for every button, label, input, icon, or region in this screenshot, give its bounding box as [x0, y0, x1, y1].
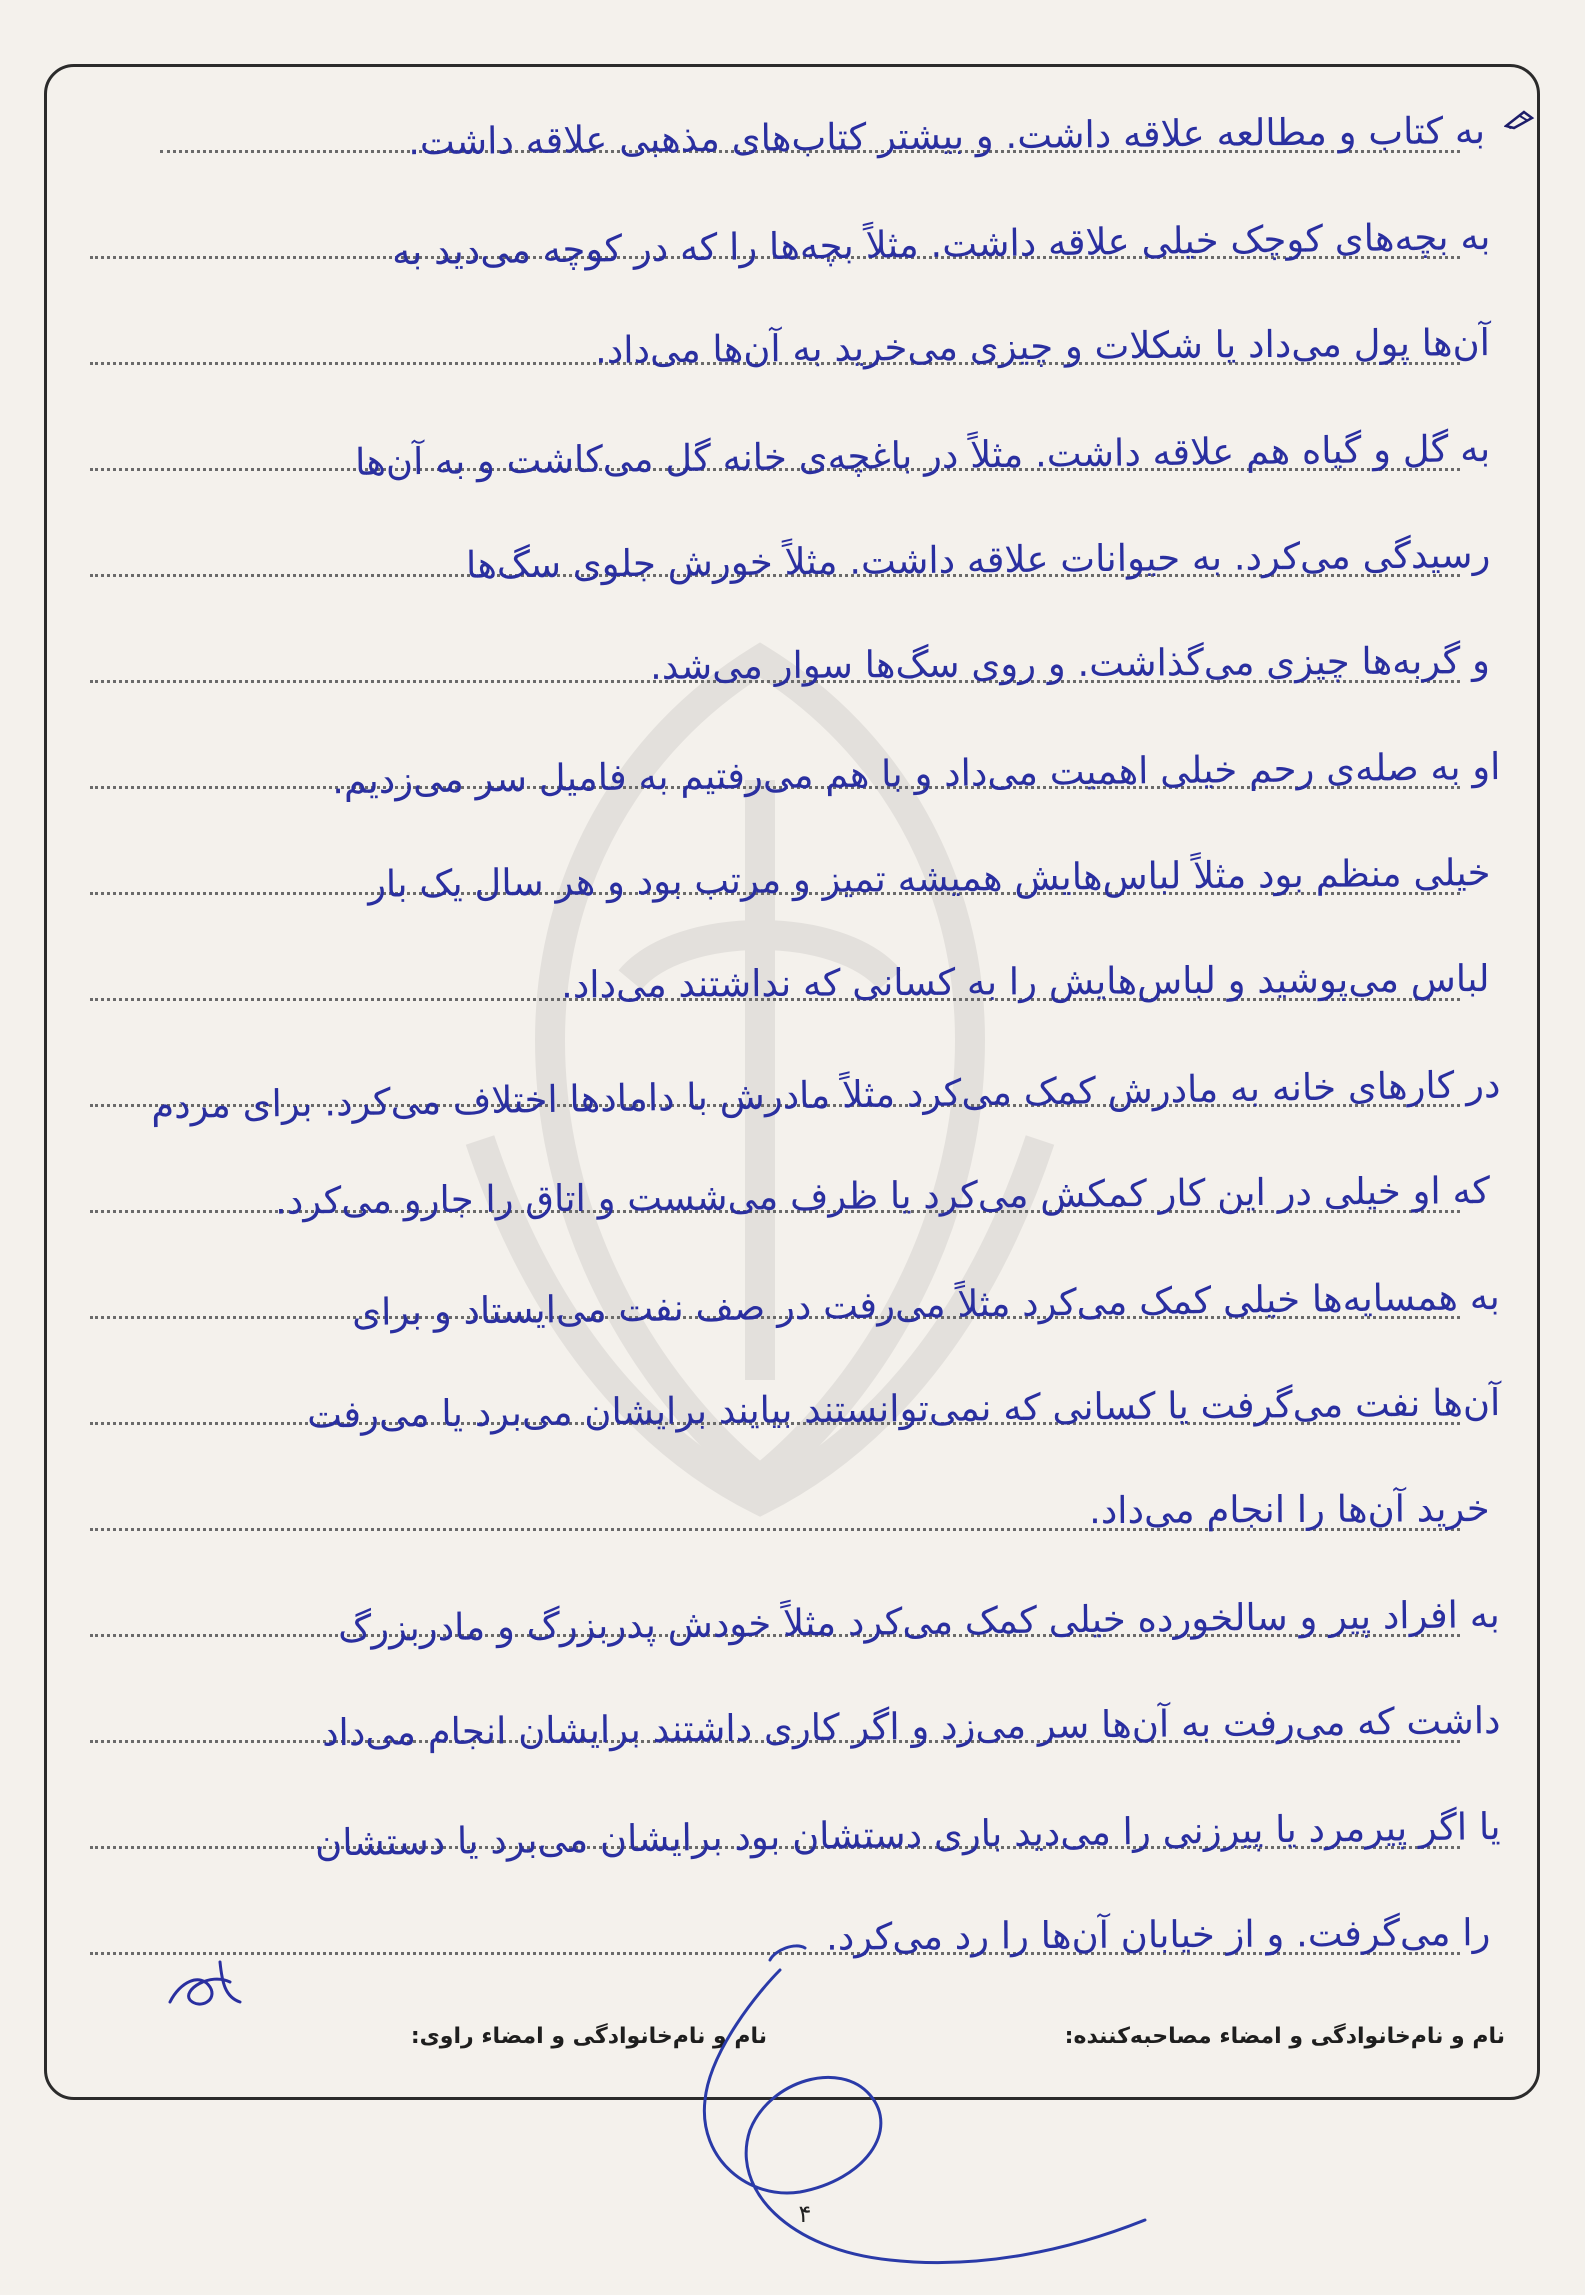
handwritten-line: به افراد پیر و سالخورده خیلی کمک می‌کرد مثلاً خودش پدربزرگ و مادربزرگ [337, 1593, 1501, 1651]
interviewer-signature [600, 1930, 1160, 2295]
page-number: ۴ [798, 2200, 812, 2228]
handwritten-line: آن‌ها پول می‌داد یا شکلات و چیزی می‌خرید به آن‌ها می‌داد. [594, 321, 1491, 372]
handwritten-line: یا اگر پیرمرد یا پیرزنی را می‌دید باری دستشان بود برایشان می‌برد یا دستشان [314, 1805, 1501, 1865]
narrator-signature-label: نام و نام‌خانوادگی و امضاء راوی: [410, 2024, 767, 2049]
handwritten-line: به همسایه‌ها خیلی کمک می‌کرد مثلاً می‌رفت در صف نفت می‌ایستاد و برای [352, 1275, 1501, 1335]
handwritten-line: لباس می‌پوشید و لباس‌هایش را به کسانی که نداشتند می‌داد. [561, 957, 1491, 1007]
handwritten-line: او به صله‌ی رحم خیلی اهمیت می‌داد و با هم می‌رفتیم به فامیل سر می‌زدیم. [331, 745, 1501, 803]
handwritten-line: به کتاب و مطالعه علاقه داشت. و بیشتر کتاب‌های مذهبی علاقه داشت. [407, 109, 1486, 164]
handwritten-line: به بچه‌های کوچک خیلی علاقه داشت. مثلاً بچه‌ها را که در کوچه می‌دید به [391, 215, 1491, 274]
handwritten-line: داشت که می‌رفت به آن‌ها سر می‌زد و اگر کاری داشتند برایشان انجام می‌داد [321, 1699, 1501, 1755]
narrator-signature [160, 1952, 250, 2022]
handwritten-line: به گل و گیاه هم علاقه داشت. مثلاً در باغچه‌ی خانه گل می‌کاشت و به آن‌ها [354, 427, 1491, 484]
handwritten-line: در کارهای خانه به مادرش کمک می‌کرد مثلاً مادرش با دامادها اختلاف می‌کرد. برای مردم [150, 1063, 1501, 1128]
handwritten-line: خیلی منظم بود مثلاً لباس‌هایش همیشه تمیز و مرتب بود و هر سال یک بار [367, 851, 1491, 906]
handwritten-line: خرید آن‌ها را انجام می‌داد. [1089, 1487, 1491, 1533]
handwritten-line: رسیدگی می‌کرد. به حیوانات علاقه داشت. مثلاً خورش جلوی سگ‌ها [465, 533, 1491, 587]
handwritten-line: که او خیلی در این کار کمکش می‌کرد یا ظرف می‌شست و اتاق را جارو می‌کرد. [274, 1169, 1491, 1223]
handwritten-line: را می‌گرفت. و از خیابان آن‌ها را رد می‌کرد. [825, 1911, 1491, 1959]
interviewer-signature-label: نام و نام‌خانوادگی و امضاء مصاحبه‌کننده: [1064, 2024, 1505, 2049]
handwritten-line: آن‌ها نفت می‌گرفت یا کسانی که نمی‌توانستند بیایند برایشان می‌برد یا می‌رفت [306, 1381, 1501, 1437]
handwritten-line: و گربه‌ها چیزی می‌گذاشت. و روی سگ‌ها سوار می‌شد. [649, 639, 1491, 688]
